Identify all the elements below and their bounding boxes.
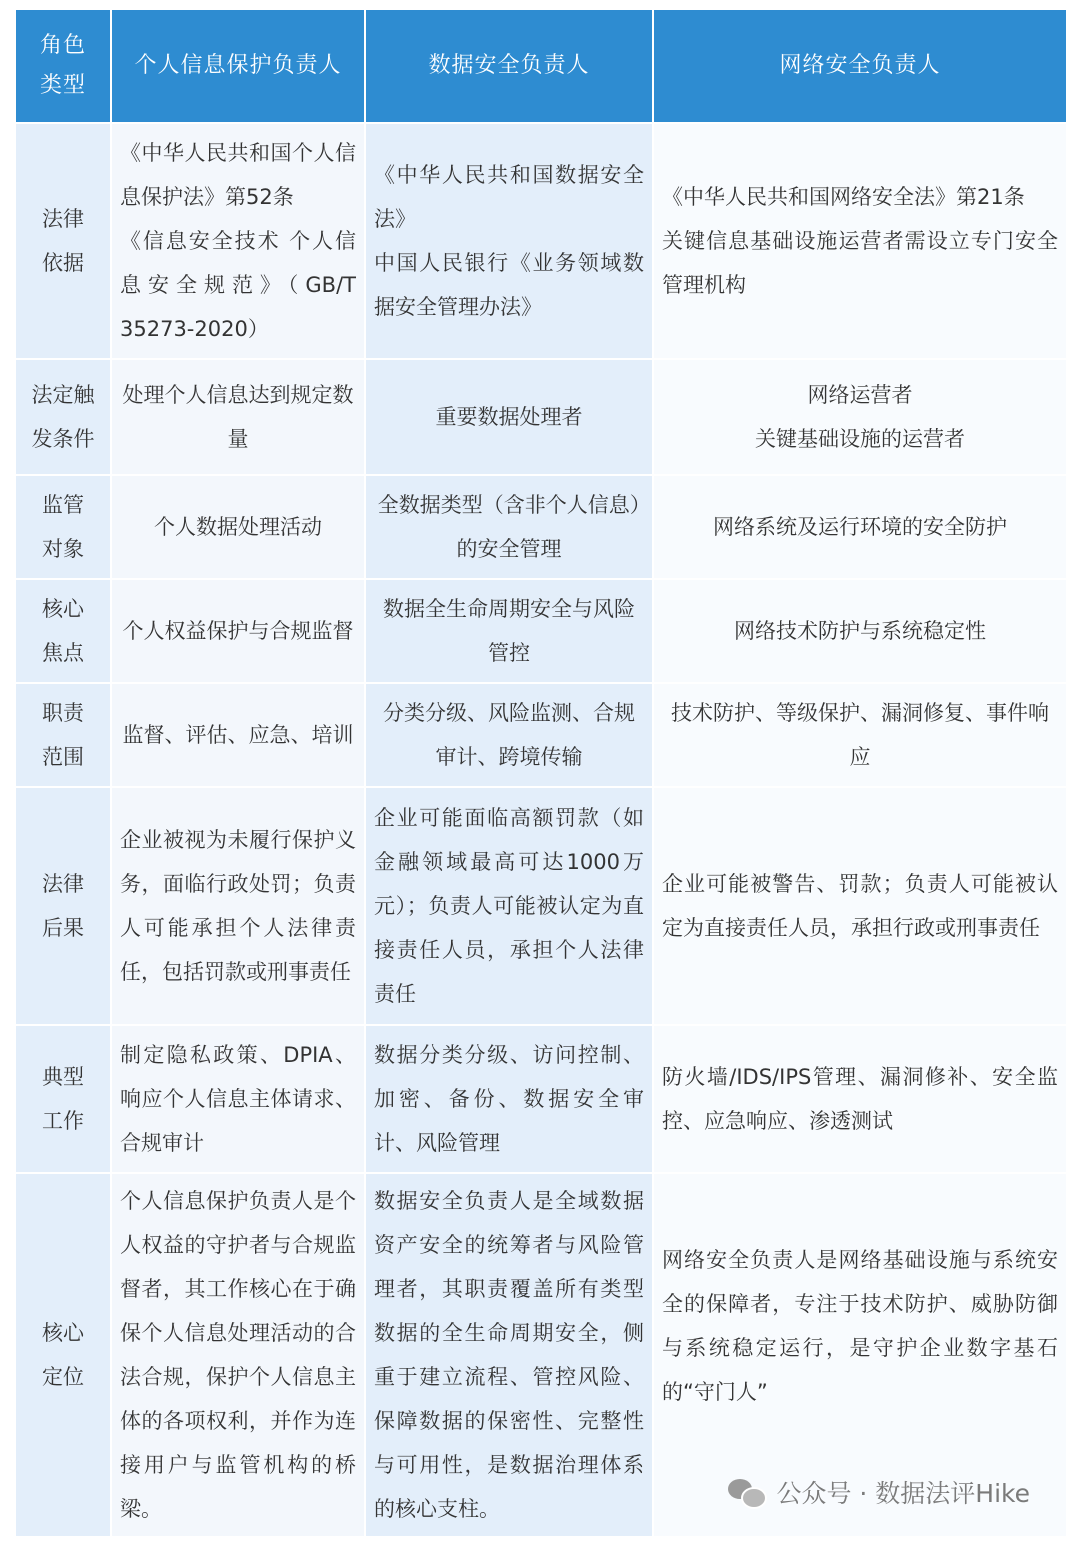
cell-data: 分类分级、风险监测、合规审计、跨境传输 [365, 683, 653, 787]
header-network-security-officer: 网络安全负责人 [653, 9, 1067, 123]
table-row-supervised-object [15, 475, 1067, 579]
table-row-legal-consequence [15, 787, 1067, 1025]
cell-pi: 个人数据处理活动 [111, 475, 365, 579]
cell-data: 数据全生命周期安全与风险管控 [365, 579, 653, 683]
header-data-security-officer: 数据安全负责人 [365, 9, 653, 123]
cell-data: 数据分类分级、访问控制、加密、备份、数据安全审计、风险管理 [365, 1025, 653, 1173]
header-role-type: 角色 类型 [15, 9, 111, 123]
row-label: 核心 焦点 [15, 579, 111, 683]
row-label: 法律 依据 [15, 123, 111, 359]
cell-network: 网络运营者 关键基础设施的运营者 [653, 359, 1067, 475]
table-row-trigger-condition [15, 359, 1067, 475]
cell-network: 网络系统及运行环境的安全防护 [653, 475, 1067, 579]
row-label: 法定触 发条件 [15, 359, 111, 475]
cell-pi: 处理个人信息达到规定数量 [111, 359, 365, 475]
cell-data: 《中华人民共和国数据安全法》 中国人民银行《业务领域数据安全管理办法》 [365, 123, 653, 359]
wechat-watermark [728, 1474, 1030, 1510]
cell-pi: 《中华人民共和国个人信息保护法》第52条 《信息安全技术 个人信息安全规范》（GB/T 35273-2020） [111, 123, 365, 359]
cell-pi: 制定隐私政策、DPIA、响应个人信息主体请求、合规审计 [111, 1025, 365, 1173]
table-header-row [15, 9, 1067, 123]
cell-pi: 个人权益保护与合规监督 [111, 579, 365, 683]
table-row-typical-work [15, 1025, 1067, 1173]
table-row-core-focus [15, 579, 1067, 683]
watermark-text: 公众号 · 数据法评Hike [776, 1479, 1030, 1508]
header-pi-protection-officer: 个人信息保护负责人 [111, 9, 365, 123]
cell-network: 网络技术防护与系统稳定性 [653, 579, 1067, 683]
cell-data: 全数据类型（含非个人信息）的安全管理 [365, 475, 653, 579]
cell-network: 《中华人民共和国网络安全法》第21条 关键信息基础设施运营者需设立专门安全管理机构 [653, 123, 1067, 359]
cell-pi: 个人信息保护负责人是个人权益的守护者与合规监督者，其工作核心在于确保个人信息处理活动的合法合规，保护个人信息主体的各项权利，并作为连接用户与监管机构的桥梁。 [111, 1173, 365, 1537]
row-label: 监管 对象 [15, 475, 111, 579]
cell-data: 数据安全负责人是全域数据资产安全的统筹者与风险管理者，其职责覆盖所有类型数据的全生命周期安全，侧重于建立流程、管控风险、保障数据的保密性、完整性与可用性，是数据治理体系的核心支柱。 [365, 1173, 653, 1537]
cell-network: 防火墙/IDS/IPS管理、漏洞修补、安全监控、应急响应、渗透测试 [653, 1025, 1067, 1173]
table-row-legal-basis [15, 123, 1067, 359]
cell-pi: 企业被视为未履行保护义务，面临行政处罚；负责人可能承担个人法律责任，包括罚款或刑事责任 [111, 787, 365, 1025]
row-label: 法律 后果 [15, 787, 111, 1025]
cell-network: 网络安全负责人是网络基础设施与系统安全的保障者，专注于技术防护、威胁防御与系统稳定运行，是守护企业数字基石的“守门人” [653, 1173, 1067, 1537]
row-label: 典型 工作 [15, 1025, 111, 1173]
cell-data: 重要数据处理者 [365, 359, 653, 475]
comparison-table [14, 8, 1068, 1538]
table-row-responsibility-scope [15, 683, 1067, 787]
row-label: 核心 定位 [15, 1173, 111, 1537]
cell-network: 企业可能被警告、罚款；负责人可能被认定为直接责任人员，承担行政或刑事责任 [653, 787, 1067, 1025]
wechat-icon [728, 1477, 766, 1507]
cell-pi: 监督、评估、应急、培训 [111, 683, 365, 787]
comparison-table-frame [14, 8, 1066, 1538]
row-label: 职责 范围 [15, 683, 111, 787]
cell-data: 企业可能面临高额罚款（如金融领域最高可达1000万元）；负责人可能被认定为直接责任人员，承担个人法律责任 [365, 787, 653, 1025]
cell-network: 技术防护、等级保护、漏洞修复、事件响应 [653, 683, 1067, 787]
